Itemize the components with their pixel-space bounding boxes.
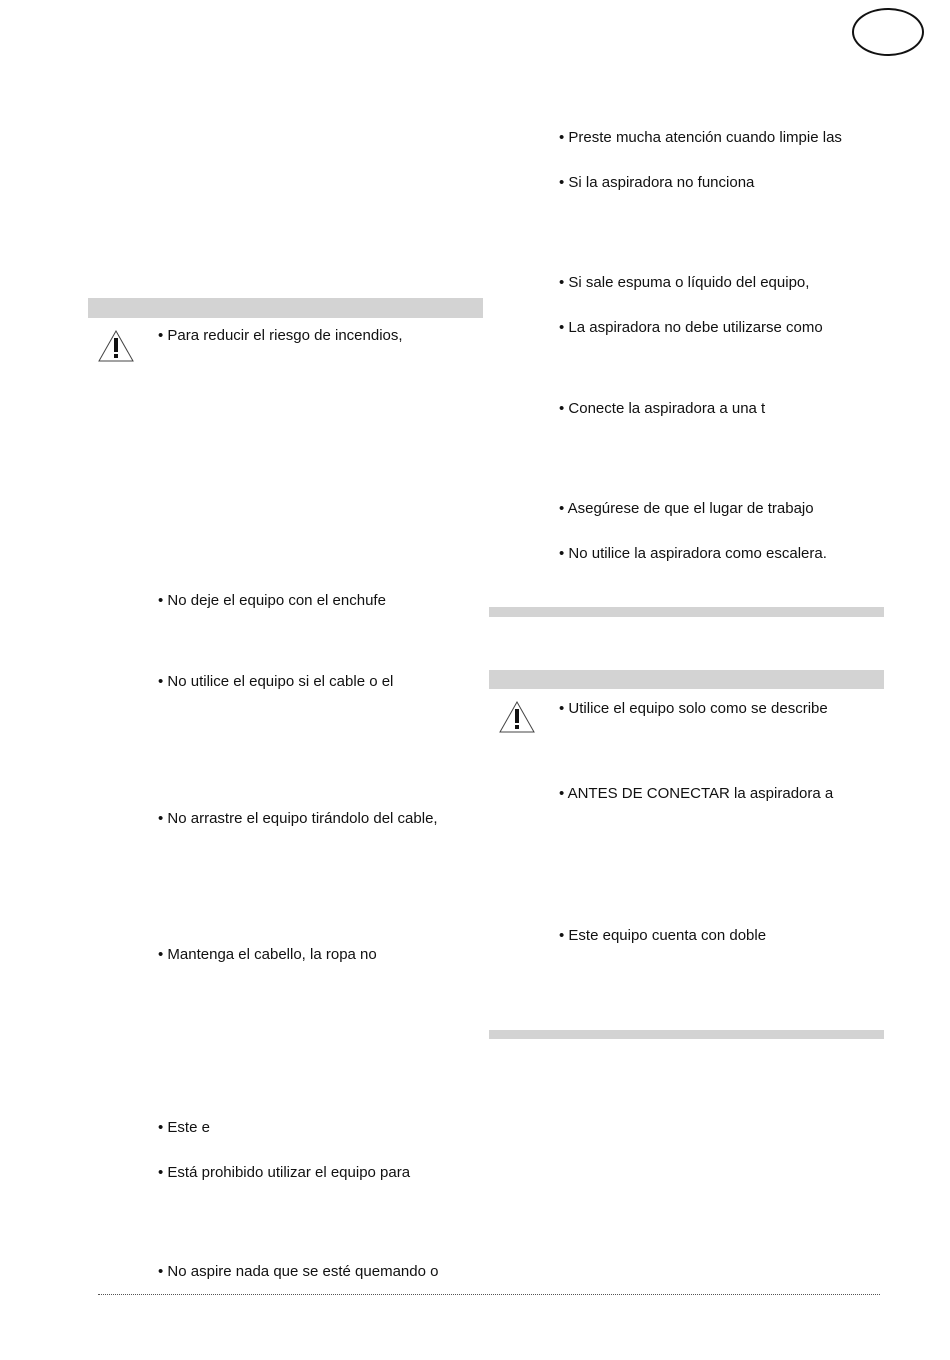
bullet-plug: • No deje el equipo con el enchufe xyxy=(158,592,386,609)
warning-triangle-icon xyxy=(98,330,134,362)
footer-dotted-rule xyxy=(98,1294,880,1295)
bullet-fire-risk: • Para reducir el riesgo de incendios, xyxy=(158,327,403,344)
bullet-foam-liquid: • Si sale espuma o líquido del equipo, xyxy=(559,274,810,291)
bullet-drag-cable: • No arrastre el equipo tirándolo del cable, xyxy=(158,810,438,827)
section-divider-bar-1 xyxy=(489,607,884,617)
bullet-este-e: • Este e xyxy=(158,1119,210,1136)
warning-triangle-icon xyxy=(499,701,535,733)
bullet-use-as-described: • Utilice el equipo solo como se describe xyxy=(559,700,828,717)
bullet-not-ladder: • No utilice la aspiradora como escalera. xyxy=(559,545,827,562)
bullet-connect-outlet: • Conecte la aspiradora a una t xyxy=(559,400,766,417)
bullet-burning-items: • No aspire nada que se esté quemando o xyxy=(158,1263,439,1280)
section-header-bar-right xyxy=(489,670,884,689)
bullet-hair-clothing: • Mantenga el cabello, la ropa no xyxy=(158,946,377,963)
bullet-not-used-as: • La aspiradora no debe utilizarse como xyxy=(559,319,823,336)
bullet-before-connecting: • ANTES DE CONECTAR la aspiradora a xyxy=(559,785,834,802)
bullet-not-working: • Si la aspiradora no funciona xyxy=(559,174,755,191)
bullet-attention-cleaning: • Preste mucha atención cuando limpie las xyxy=(559,129,842,146)
bullet-workplace: • Asegúrese de que el lugar de trabajo xyxy=(559,500,814,517)
section-divider-bar-2 xyxy=(489,1030,884,1039)
bullet-prohibited-use: • Está prohibido utilizar el equipo para xyxy=(158,1164,411,1181)
bullet-double-insulation: • Este equipo cuenta con doble xyxy=(559,927,767,944)
language-badge xyxy=(852,8,924,56)
section-header-bar-left xyxy=(88,298,483,318)
bullet-damaged-cable: • No utilice el equipo si el cable o el xyxy=(158,673,394,690)
